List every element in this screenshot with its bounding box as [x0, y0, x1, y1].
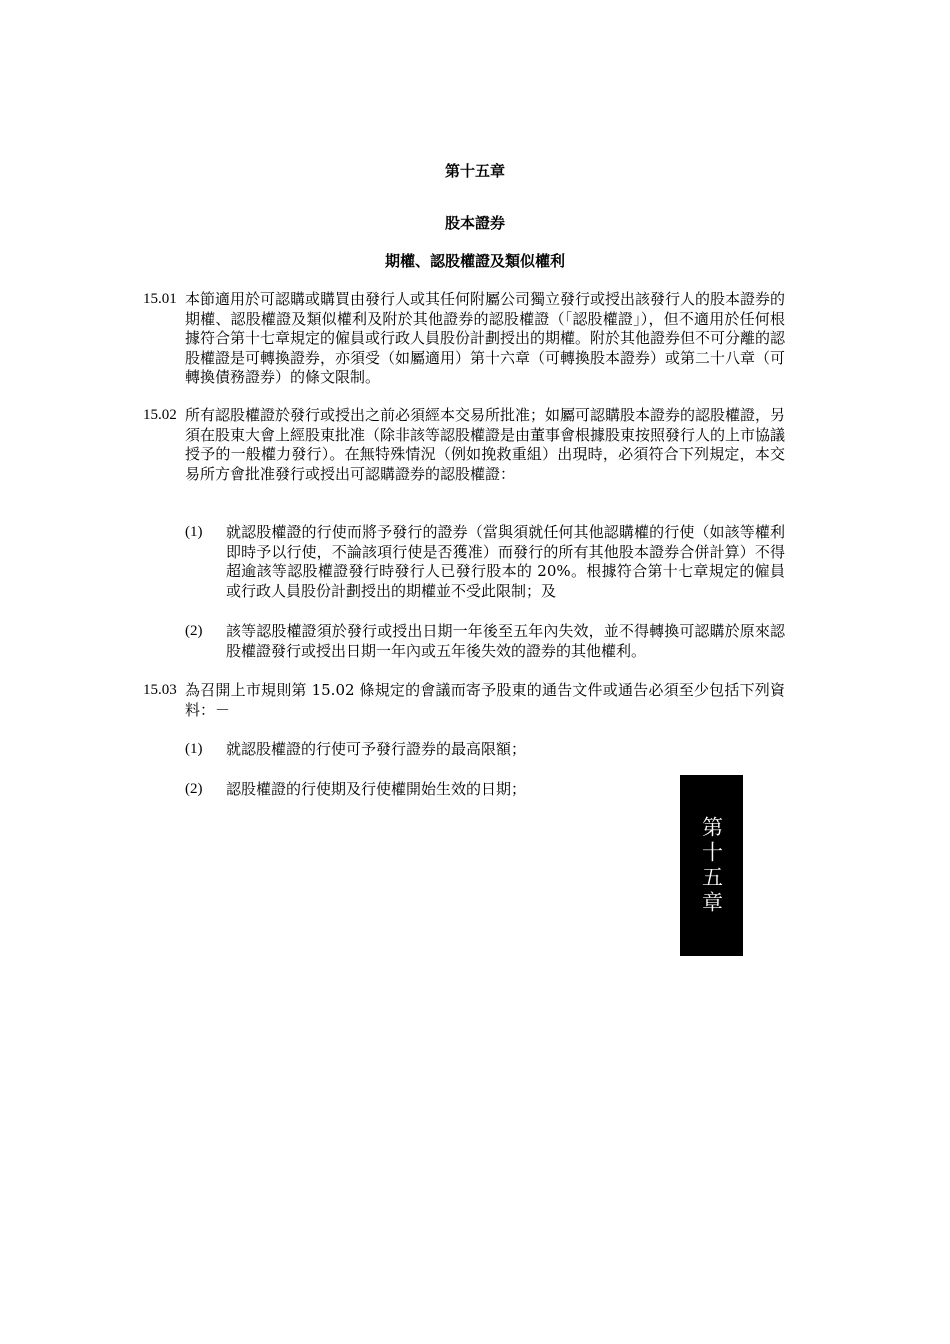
item-text: 認股權證的行使期及行使權開始生效的日期； — [226, 780, 527, 798]
clause-number: 15.02 — [143, 407, 177, 423]
item-number: (2) — [185, 623, 203, 639]
item-number: (2) — [185, 781, 203, 797]
clause-15-03-item-1 — [185, 740, 785, 760]
section-subtitle: 期權、認股權證及類似權利 — [384, 252, 565, 270]
item-number: (1) — [185, 524, 203, 540]
clause-15-02-item-1 — [185, 523, 785, 601]
clause-15-01 — [143, 290, 785, 388]
item-number: (1) — [185, 741, 203, 757]
clause-text: 為召開上市規則第 15.02 條規定的會議而寄予股東的通告文件或通告必須至少包括下列資料：－ — [185, 681, 785, 719]
item-text: 就認股權證的行使可予發行證券的最高限額； — [226, 740, 527, 758]
item-text: 該等認股權證須於發行或授出日期一年後至五年內失效，並不得轉換可認購於原來認股權證發行或授出日期一年內或五年後失效的證券的其他權利。 — [226, 622, 785, 660]
chapter-heading: 第十五章 — [444, 162, 505, 180]
clause-text: 本節適用於可認購或購買由發行人或其任何附屬公司獨立發行或授出該發行人的股本證券的期權、認股權證及類似權利及附於其他證券的認股權證（「認股權證」），但不適用於任何根據符合第十七章規定的僱員或行政人員股份計劃授出的期權。附於其他證券但不可分離的認股權證是可轉換證券，亦須受（如屬適用）第十六章（可轉換股本證券）或第二十八章（可轉換債務證券）的條文限制。 — [185, 290, 786, 386]
clause-15-02-item-2 — [185, 622, 785, 661]
item-text: 就認股權證的行使而將予發行的證券（當與須就任何其他認購權的行使（如該等權利即時予以行使，不論該項行使是否獲准）而發行的所有其他股本證券合併計算）不得超逾該等認股權證發行時發行人已發行股本的 20%。根據符合第十七章規定的僱員或行政人員股份計劃授出的期權並不受此限制；及 — [226, 523, 785, 600]
section-title: 股本證券 — [444, 214, 505, 232]
chapter-side-tab-label: 第十五章 — [699, 815, 724, 916]
clause-text: 所有認股權證於發行或授出之前必須經本交易所批准；如屬可認購股本證券的認股權證，另須在股東大會上經股東批准（除非該等認股權證是由董事會根據股東按照發行人的上市協議授予的一般權力發行）。在無特殊情況（例如挽救重組）出現時，必須符合下列規定，本交易所方會批准發行或授出可認購證券的認股權證： — [185, 406, 786, 483]
clause-number: 15.01 — [143, 291, 177, 307]
clause-15-02 — [143, 406, 785, 484]
chapter-side-tab — [680, 775, 743, 956]
clause-number: 15.03 — [143, 682, 177, 698]
clause-15-03 — [143, 681, 785, 720]
